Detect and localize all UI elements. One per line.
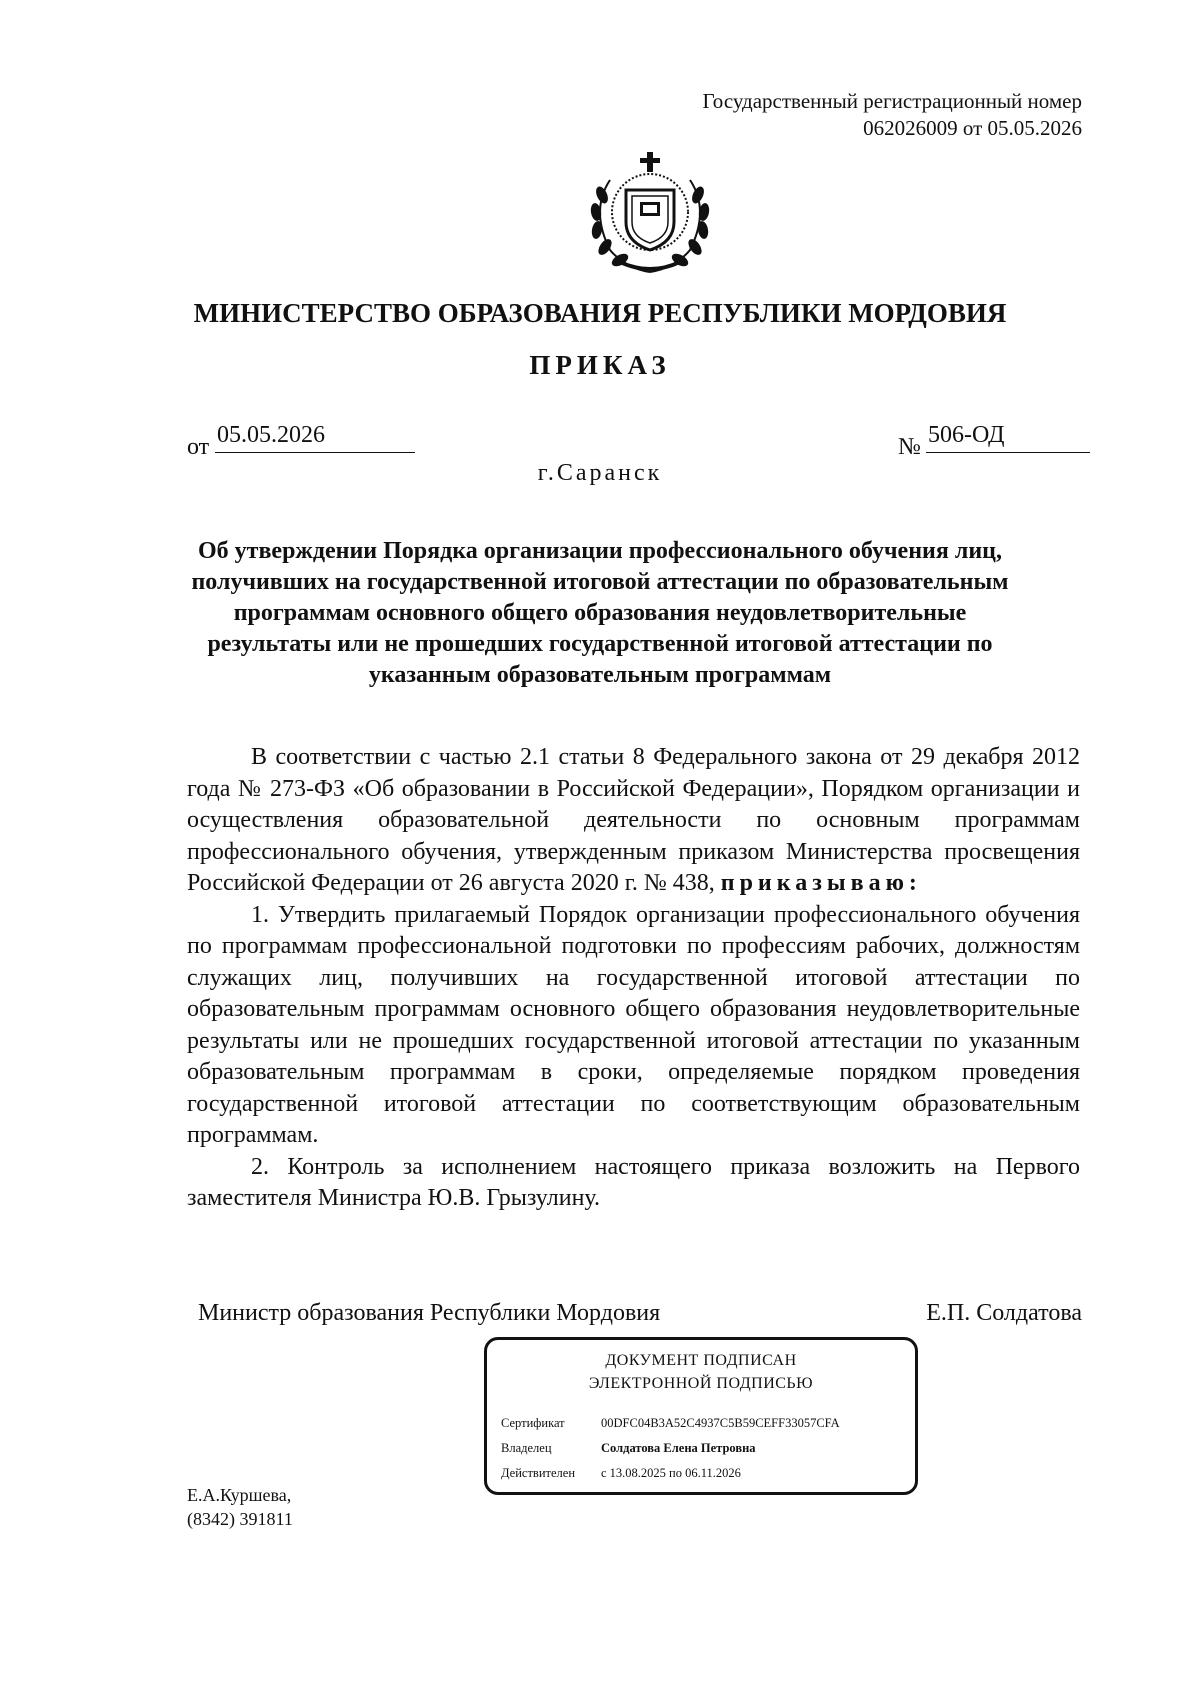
stamp-title-2: ЭЛЕКТРОННОЙ ПОДПИСЬЮ: [588, 1375, 814, 1392]
preamble-text: В соответствии с частью 2.1 статьи 8 Федерального закона от 29 декабря 2012 года № 273-ФЗ «Об образовании в Российской Федерации», Порядком организации и осуществления образовательной деятельности по основным программам профессионального обучения, утвержденным приказом Министерства просвещения Российской Федерации от 26 августа 2020 г. № 438,: [187, 744, 1080, 896]
signatory-position: Министр образования Республики Мордовия: [198, 1300, 661, 1326]
executor: [187, 1483, 293, 1531]
coat-of-arms-icon: [580, 150, 720, 280]
item-2: 2. Контроль за исполнением настоящего приказа возложить на Первого заместителя Министра Ю.В. Грызулину.: [187, 1153, 1080, 1211]
date-prefix: от: [187, 434, 210, 460]
owner-label: Владелец: [501, 1441, 552, 1455]
certificate-value: 00DFC04B3A52C4937C5B59CEFF33057CFA: [601, 1416, 840, 1430]
stamp-title-1: ДОКУМЕНТ ПОДПИСАН: [605, 1352, 797, 1369]
registration-line-1: Государственный регистрационный номер: [702, 89, 1082, 113]
stamp-owner: [501, 1441, 756, 1456]
stamp-certificate: [501, 1416, 840, 1431]
e-signature-stamp: [484, 1337, 918, 1495]
registration-line-2: 062026009 от 05.05.2026: [863, 116, 1082, 140]
number-prefix: №: [898, 434, 921, 460]
registration-number: [662, 88, 1082, 142]
order-body: [187, 742, 1080, 1215]
stamp-validity: [501, 1466, 741, 1481]
item-1: 1. Утвердить прилагаемый Порядок организации профессионального обучения по программам профессиональной подготовки по профессиям рабочих, должностям служащих лиц, получивших на государственной итоговой аттестации по образовательным программам основного общего образования неудовлетворительные результаты или не прошедших государственной итоговой аттестации по указанным образовательным программам в сроки, определяемые порядком проведения государственной итоговой аттестации по соответствующим образовательным программам.: [187, 901, 1080, 1148]
number-value: 506-ОД: [926, 422, 1090, 453]
date-value: 05.05.2026: [215, 422, 415, 453]
document-type: ПРИКАЗ: [529, 350, 671, 380]
validity-value: с 13.08.2025 по 06.11.2026: [601, 1466, 741, 1480]
signatory-name: Е.П. Солдатова: [926, 1300, 1082, 1326]
executor-name: Е.А.Куршева,: [187, 1485, 292, 1505]
owner-value: Солдатова Елена Петровна: [601, 1441, 756, 1455]
order-subject: Об утверждении Порядка организации профессионального обучения лиц, получивших на государственной итоговой аттестации по образовательным программам основного общего образования неудовлетворительные результаты или не прошедших государственной итоговой аттестации по указанным образовательным программам: [191, 538, 1009, 688]
certificate-label: Сертификат: [501, 1416, 565, 1430]
ministry-name: МИНИСТЕРСТВО ОБРАЗОВАНИЯ РЕСПУБЛИКИ МОРДОВИЯ: [193, 298, 1007, 328]
preamble-paragraph: [187, 742, 1080, 900]
city: г.Саранск: [537, 460, 663, 486]
validity-label: Действителен: [501, 1466, 576, 1480]
executor-phone: (8342) 391811: [187, 1509, 293, 1529]
order-word: приказываю:: [720, 870, 922, 896]
